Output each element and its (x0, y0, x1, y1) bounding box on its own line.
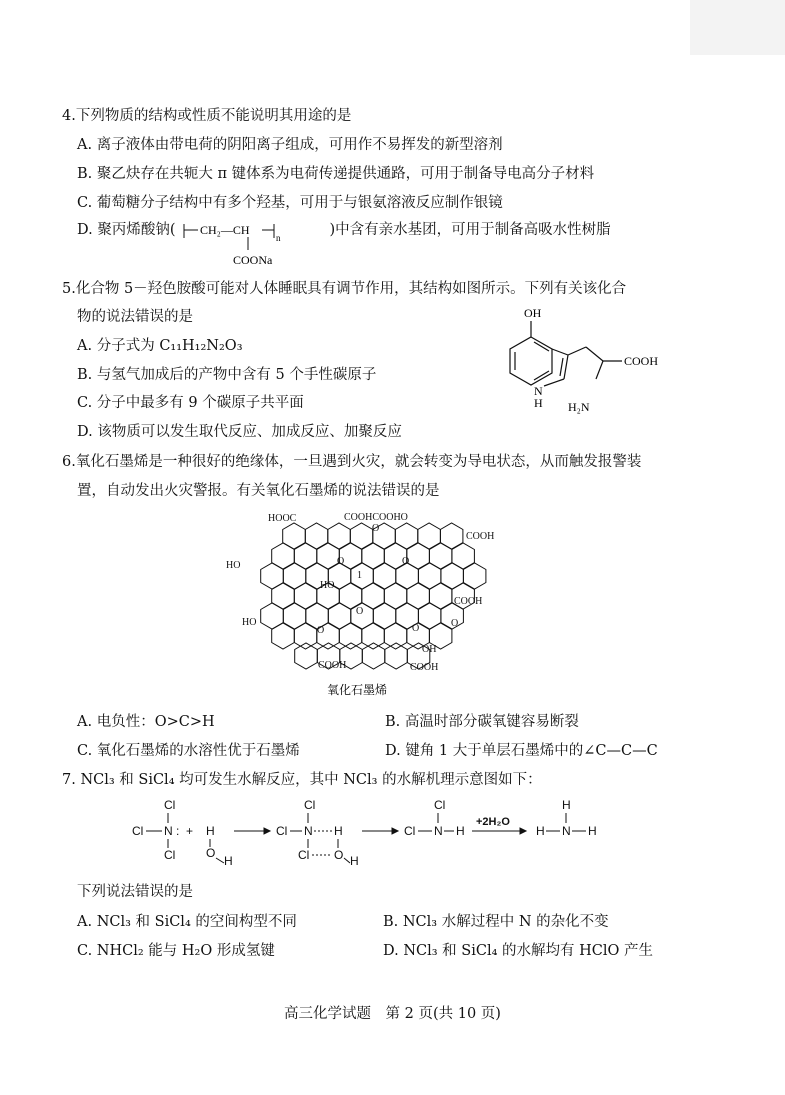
polymer-side-chain: COONa (233, 253, 273, 267)
mech-n4: N (562, 824, 571, 838)
mech-cl-top3: Cl (434, 798, 446, 812)
mech-h2b: H (350, 854, 359, 868)
q7-question: 下列说法错误的是 (77, 884, 193, 900)
q6-stem-line2: 置，自动发出火灾警报。有关氧化石墨烯的说法错误的是 (77, 483, 440, 499)
go-o-label6: O (412, 623, 420, 634)
go-o-label4: O (356, 606, 364, 617)
h-label: H (534, 396, 543, 410)
q5-option-d: D. 该物质可以发生取代反应、加成反应、加聚反应 (77, 424, 402, 440)
mech-reagent: +2H₂O (476, 816, 510, 828)
q6-stem-line1: 6.氧化石墨烯是一种很好的绝缘体，一旦遇到火灾，就会转变为导电状态，从而触发报警装 (62, 454, 642, 470)
q4-stem: 4.下列物质的结构或性质不能说明其用途的是 (62, 108, 352, 124)
go-o-label1: O (372, 523, 380, 534)
page-footer: 高三化学试题 第 2 页(共 10 页) (284, 1006, 501, 1022)
polymer-n: n (276, 233, 281, 243)
polymer-main-chain: CH₂—CH (200, 223, 250, 237)
mech-n3: N (434, 824, 443, 838)
q4-option-d (77, 221, 611, 239)
q5-option-c: C. 分子中最多有 9 个碳原子共平面 (77, 395, 304, 411)
go-o-label3: O (402, 556, 410, 567)
go-oh-label: OH (422, 644, 437, 655)
q4-d-prefix: D. 聚丙烯酸钠( (77, 222, 176, 238)
go-cooh-pair-label: COOHCOOHO (344, 512, 408, 523)
mech-h1: H (206, 824, 215, 838)
go-ho-left-label: HO (226, 560, 241, 571)
go-ho-low-label: HO (242, 617, 257, 628)
mech-cl-left3: Cl (404, 824, 416, 838)
polyacrylate-structure (178, 214, 338, 272)
mech-cl-bottom2: Cl (298, 848, 310, 862)
q4-option-a: A. 离子液体由带电荷的阴阳离子组成，可用作不易挥发的新型溶剂 (77, 137, 503, 153)
q6-option-b: B. 高温时部分碳氧键容易断裂 (385, 714, 579, 730)
mech-cl-bottom1: Cl (164, 848, 176, 862)
q4-d-suffix: )中含有亲水基团，可用于制备高吸水性树脂 (329, 222, 611, 238)
go-cooh-bottom2-label: COOH (410, 662, 439, 673)
go-caption: 氧化石墨烯 (327, 683, 388, 697)
go-o-label2: O (337, 556, 345, 567)
lattice-ring (362, 643, 385, 669)
q5-option-b: B. 与氢气加成后的产物中含有 5 个手性碳原子 (77, 367, 377, 383)
mech-cl-left2: Cl (276, 824, 288, 838)
q4-option-b: B. 聚乙炔存在共轭大 π 键体系为电荷传递提供通路，可用于制备导电高分子材料 (77, 166, 595, 182)
go-cooh-bottom1-label: COOH (318, 660, 347, 671)
go-o-label7: O (451, 618, 459, 629)
mech-o1: O (206, 846, 216, 860)
q7-stem: 7. NCl₃ 和 SiCl₄ 均可发生水解反应，其中 NCl₃ 的水解机理示意图如下： (62, 772, 542, 788)
go-angle1-label: 1 (357, 570, 362, 581)
q7-option-c: C. NHCl₂ 能与 H₂O 形成氢键 (77, 943, 275, 959)
mech-h-top4: H (562, 798, 571, 812)
q5-stem-line2: 物的说法错误的是 (77, 309, 193, 325)
mech-cl-top1: Cl (164, 798, 176, 812)
q7-option-b: B. NCl₃ 水解过程中 N 的杂化不变 (383, 914, 609, 930)
oh-label: OH (524, 306, 542, 320)
scan-corner (690, 0, 785, 55)
mech-plus: + (186, 824, 194, 838)
lattice-ring (295, 643, 318, 669)
q6-option-c: C. 氧化石墨烯的水溶性优于石墨烯 (77, 743, 300, 759)
mech-h3: H (456, 824, 465, 838)
mech-h1b: H (224, 854, 233, 868)
go-cooh-right-label: COOH (466, 531, 495, 542)
mech-n2: N (304, 824, 313, 838)
n-label: N (534, 384, 543, 398)
mech-n1: N : (164, 824, 180, 838)
lattice-ring (385, 643, 408, 669)
mech-h-left4: H (536, 824, 545, 838)
q5-stem-line1: 5.化合物 5－羟色胺酸可能对人体睡眠具有调节作用，其结构如图所示。下列有关该化合 (62, 281, 627, 297)
graphene-oxide-figure (222, 506, 522, 702)
q6-option-a: A. 电负性：O>C>H (77, 714, 215, 730)
mech-cl-left1: Cl (132, 824, 144, 838)
mech-cl-top2: Cl (304, 798, 316, 812)
ncl3-hydrolysis-mechanism (130, 795, 610, 875)
q5-a-formula: C₁₁H₁₂N₂O₃ (159, 338, 243, 354)
q7-option-a: A. NCl₃ 和 SiCl₄ 的空间构型不同 (77, 914, 297, 930)
go-o-label5: O (317, 625, 325, 636)
q7-option-d: D. NCl₃ 和 SiCl₄ 的水解均有 HClO 产生 (383, 943, 653, 959)
hydroxytryptophan-structure (496, 303, 686, 418)
nh2-label: H₂N (568, 400, 590, 414)
go-cooh-mid-label: COOH (454, 596, 483, 607)
go-ho-center-label: HO (320, 580, 335, 591)
cooh-label: COOH (624, 354, 659, 368)
q5-option-a (77, 337, 243, 355)
mech-o2: O (334, 848, 344, 862)
q6-option-d: D. 键角 1 大于单层石墨烯中的∠C—C—C (385, 743, 658, 759)
mech-h-right4: H (588, 824, 597, 838)
q5-a-prefix: A. 分子式为 (77, 338, 160, 354)
q4-option-c: C. 葡萄糖分子结构中有多个羟基，可用于与银氨溶液反应制作银镜 (77, 195, 503, 211)
mech-h2: H (334, 824, 343, 838)
go-hooc-label: HOOC (268, 513, 297, 524)
